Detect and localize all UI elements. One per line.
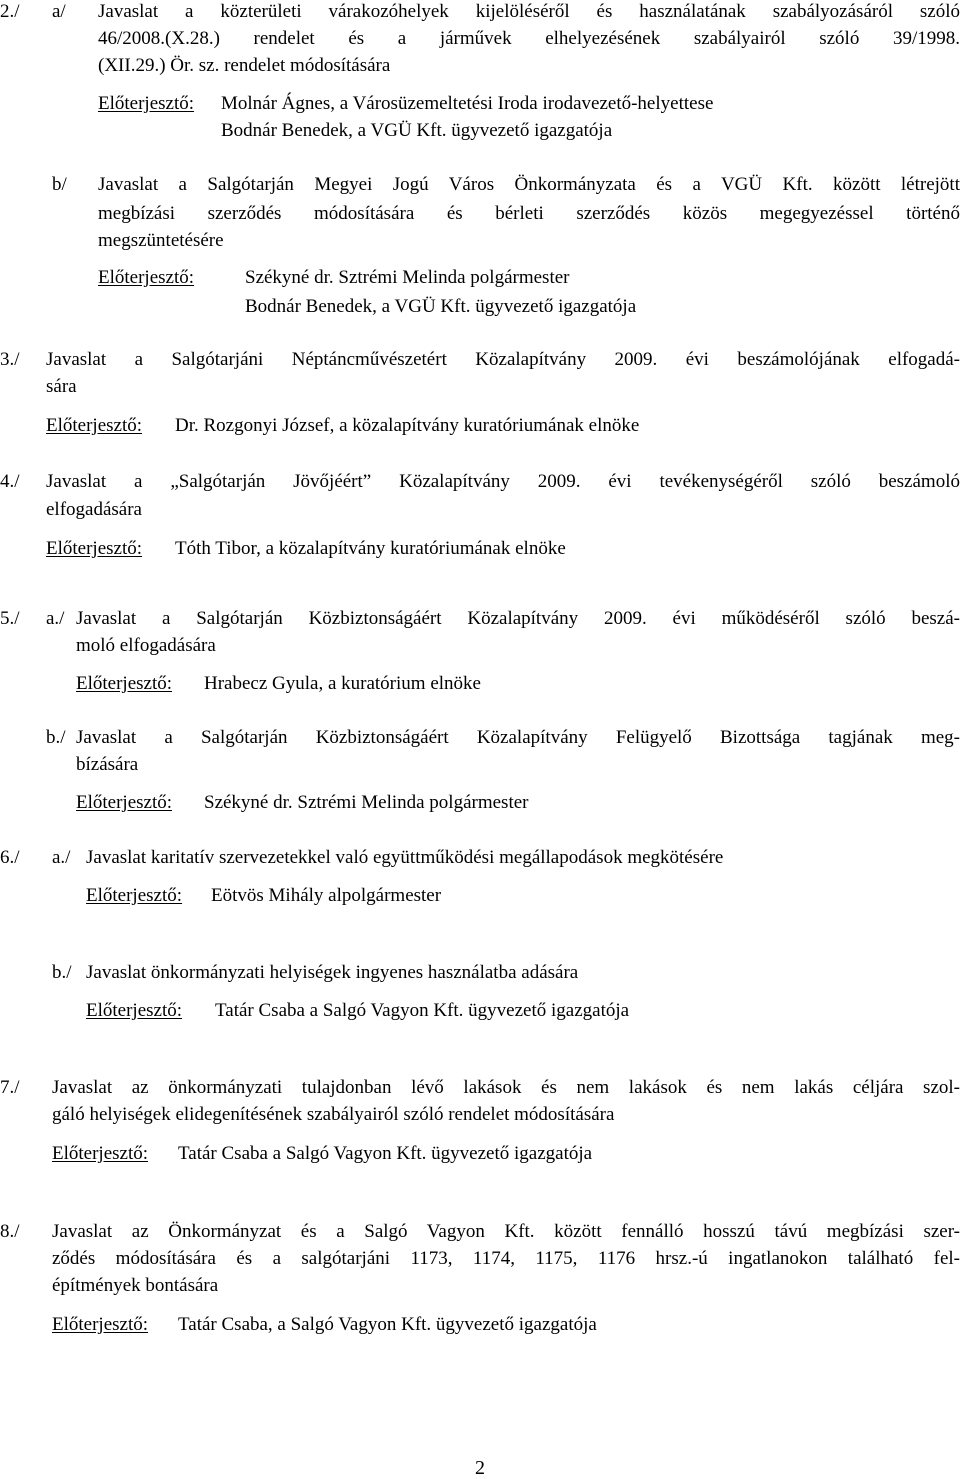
item-5b-letter: b./ xyxy=(46,727,66,748)
item-6a-presenter: Eötvös Mihály alpolgármester xyxy=(211,885,442,906)
item-6b-line: Javaslat önkormányzati helyiségek ingyenes használatba adására xyxy=(86,962,579,983)
item-2a-line-3: (XII.29.) Ör. sz. rendelet módosítására xyxy=(98,55,391,76)
item-5a-line-1: Javaslat a Salgótarján Közbiztonságáért Közalapítvány 2009. évi működéséről szóló beszá- xyxy=(76,608,960,629)
item-2b-presenter-2: Bodnár Benedek, a VGÜ Kft. ügyvezető igazgatója xyxy=(245,296,637,317)
item-5b-presenter-label: Előterjesztő: xyxy=(76,792,173,813)
item-7-line-1: Javaslat az önkormányzati tulajdonban lévő lakások és nem lakások és nem lakás céljára szol- xyxy=(52,1077,960,1098)
item-2a-presenter-label: Előterjesztő: xyxy=(98,93,195,114)
item-6b-presenter-label: Előterjesztő: xyxy=(86,1000,183,1021)
item-2a-letter: a/ xyxy=(52,1,66,22)
item-2b-line-2: megbízási szerződés módosítására és bérleti szerződés közös megegyezéssel történő xyxy=(98,203,960,224)
item-5a-presenter-label: Előterjesztő: xyxy=(76,673,173,694)
item-3-line-2: sára xyxy=(46,376,77,397)
item-7-number: 7./ xyxy=(0,1077,20,1098)
item-4-presenter-label: Előterjesztő: xyxy=(46,538,143,559)
item-6-number: 6./ xyxy=(0,847,20,868)
item-7-presenter-label: Előterjesztő: xyxy=(52,1143,149,1164)
item-4-line-2: elfogadására xyxy=(46,499,142,520)
item-2b-letter: b/ xyxy=(52,174,67,195)
item-6a-presenter-label: Előterjesztő: xyxy=(86,885,183,906)
item-8-line-2: ződés módosítására és a salgótarjáni 1173, 1174, 1175, 1176 hrsz.-ú ingatlanokon található fel- xyxy=(52,1248,960,1269)
item-5a-presenter: Hrabecz Gyula, a kuratórium elnöke xyxy=(204,673,481,694)
item-2-number: 2./ xyxy=(0,1,20,22)
item-8-presenter-label: Előterjesztő: xyxy=(52,1314,149,1335)
item-4-number: 4./ xyxy=(0,471,20,492)
item-2b-line-3: megszüntetésére xyxy=(98,230,224,251)
item-2a-line-1: Javaslat a közterületi várakozóhelyek kijelöléséről és használatának szabályozásáról szóló xyxy=(98,1,960,22)
item-4-presenter: Tóth Tibor, a közalapítvány kuratóriumának elnöke xyxy=(175,538,566,559)
item-5b-presenter: Székyné dr. Sztrémi Melinda polgármester xyxy=(204,792,529,813)
item-5a-line-2: moló elfogadására xyxy=(76,635,216,656)
item-2b-presenter-label: Előterjesztő: xyxy=(98,267,195,288)
item-4-line-1: Javaslat a „Salgótarján Jövőjéért” Közalapítvány 2009. évi tevékenységéről szóló beszámoló xyxy=(46,471,960,492)
item-8-number: 8./ xyxy=(0,1221,20,1242)
item-3-line-1: Javaslat a Salgótarjáni Néptáncművészetért Közalapítvány 2009. évi beszámolójának elfogadá- xyxy=(46,349,960,370)
item-2a-presenter-1: Molnár Ágnes, a Városüzemeltetési Iroda irodavezető-helyettese xyxy=(221,93,714,114)
item-6b-letter: b./ xyxy=(52,962,72,983)
item-8-line-3: építmények bontására xyxy=(52,1275,219,1296)
item-8-line-1: Javaslat az Önkormányzat és a Salgó Vagyon Kft. között fennálló hosszú távú megbízási szer- xyxy=(52,1221,960,1242)
item-7-line-2: gáló helyiségek elidegenítésének szabályairól szóló rendelet módosítására xyxy=(52,1104,615,1125)
item-5-number: 5./ xyxy=(0,608,20,629)
item-2a-line-2: 46/2008.(X.28.) rendelet és a járművek elhelyezésének szabályairól szóló 39/1998. xyxy=(98,28,960,49)
item-3-presenter: Dr. Rozgonyi József, a közalapítvány kuratóriumának elnöke xyxy=(175,415,640,436)
item-3-presenter-label: Előterjesztő: xyxy=(46,415,143,436)
item-2b-presenter-1: Székyné dr. Sztrémi Melinda polgármester xyxy=(245,267,570,288)
page-number: 2 xyxy=(475,1457,485,1479)
item-5a-letter: a./ xyxy=(46,608,65,629)
item-3-number: 3./ xyxy=(0,349,20,370)
item-2b-line-1: Javaslat a Salgótarján Megyei Jogú Város Önkormányzata és a VGÜ Kft. között létrejött xyxy=(98,174,960,195)
item-7-presenter: Tatár Csaba a Salgó Vagyon Kft. ügyvezető igazgatója xyxy=(178,1143,593,1164)
item-6b-presenter: Tatár Csaba a Salgó Vagyon Kft. ügyvezető igazgatója xyxy=(215,1000,630,1021)
item-6a-line: Javaslat karitatív szervezetekkel való együttműködési megállapodások megkötésére xyxy=(86,847,724,868)
item-6a-letter: a./ xyxy=(52,847,71,868)
item-5b-line-1: Javaslat a Salgótarján Közbiztonságáért Közalapítvány Felügyelő Bizottsága tagjának meg- xyxy=(76,727,960,748)
item-2a-presenter-2: Bodnár Benedek, a VGÜ Kft. ügyvezető igazgatója xyxy=(221,120,613,141)
item-5b-line-2: bízására xyxy=(76,754,139,775)
item-8-presenter: Tatár Csaba, a Salgó Vagyon Kft. ügyvezető igazgatója xyxy=(178,1314,597,1335)
